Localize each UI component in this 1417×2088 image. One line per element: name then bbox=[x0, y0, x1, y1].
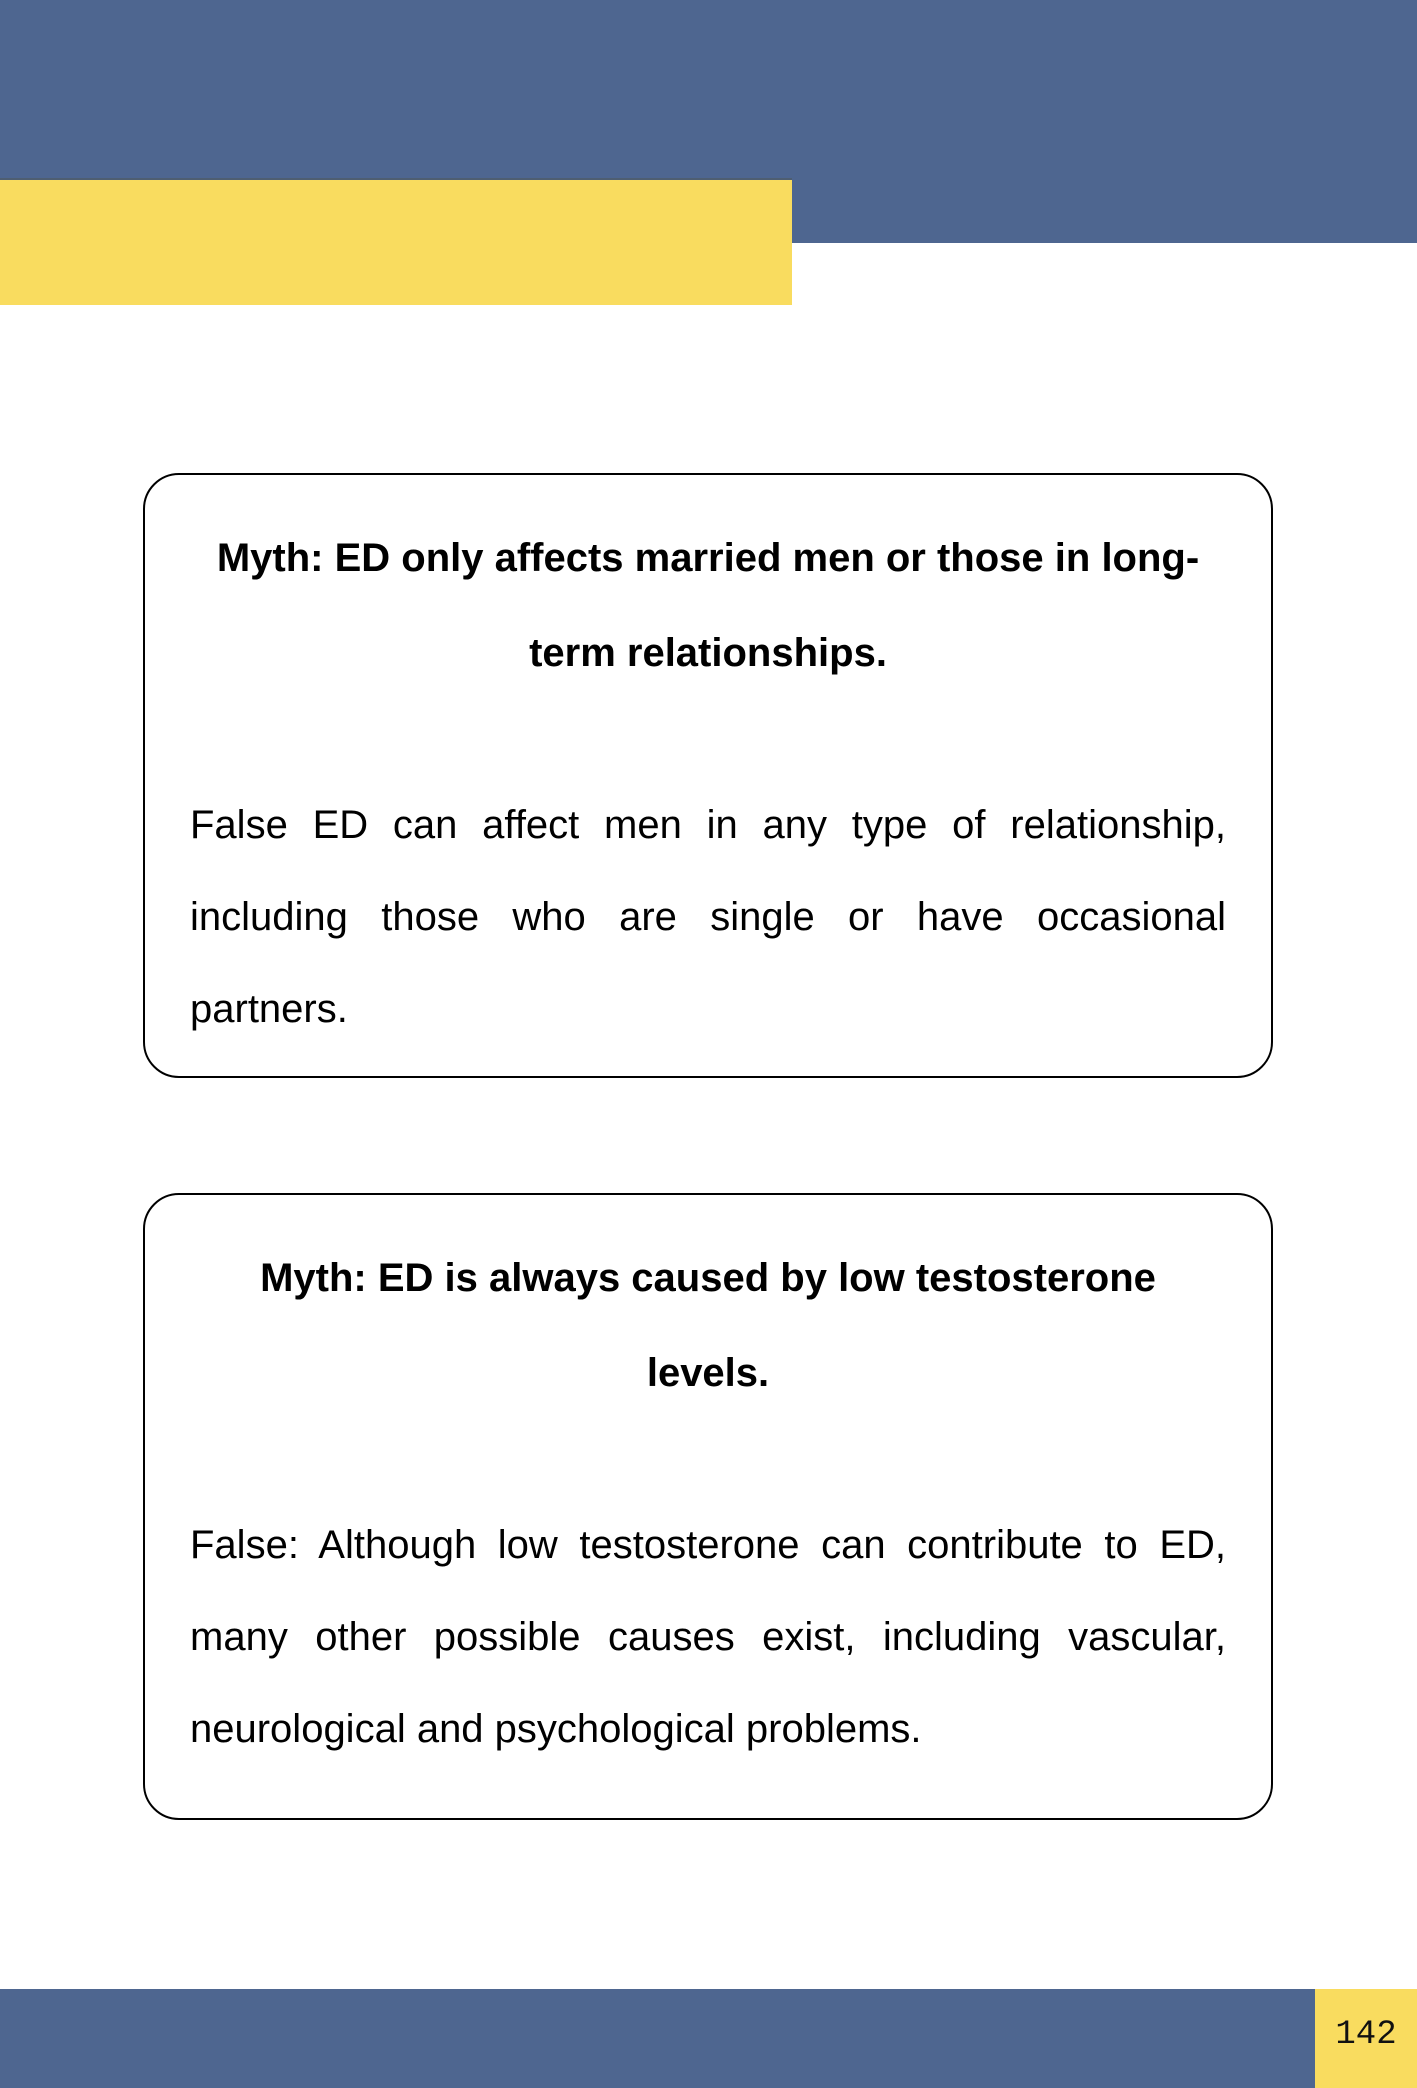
header-accent-bar bbox=[0, 180, 792, 305]
footer-band bbox=[0, 1989, 1417, 2088]
myth-card-2-heading bbox=[190, 1231, 1226, 1421]
myth-card-2-heading-line-1: Myth: ED is always caused by low testosterone bbox=[260, 1256, 1156, 1300]
myth-card-2-body bbox=[190, 1499, 1226, 1775]
myth-card-2-heading-line-2: levels. bbox=[646, 1351, 770, 1395]
myth-card-1 bbox=[143, 473, 1273, 1078]
myth-card-1-body-line-1: False ED can affect men in any type of relationship, bbox=[190, 803, 1226, 847]
myth-card-2-body-line-3: neurological and psychological problems. bbox=[190, 1707, 922, 1751]
myth-card-1-body-line-2: including those who are single or have occasional bbox=[190, 895, 1226, 939]
myth-card-2-body-line-2: many other possible causes exist, including vascular, bbox=[190, 1615, 1226, 1659]
myth-card-1-body-line-3: partners. bbox=[190, 987, 348, 1031]
myth-card-2-body-line-1: False: Although low testosterone can contribute to ED, bbox=[190, 1523, 1226, 1567]
myth-card-2 bbox=[143, 1193, 1273, 1820]
page-number: 142 bbox=[1335, 2015, 1397, 2054]
myth-card-1-heading bbox=[190, 511, 1226, 701]
myth-card-1-body bbox=[190, 779, 1226, 1055]
myth-card-1-heading-line-2: term relationships. bbox=[529, 631, 887, 675]
page-number-box bbox=[1315, 1989, 1417, 2088]
myth-card-1-heading-line-1: Myth: ED only affects married men or those in long- bbox=[216, 536, 1200, 580]
